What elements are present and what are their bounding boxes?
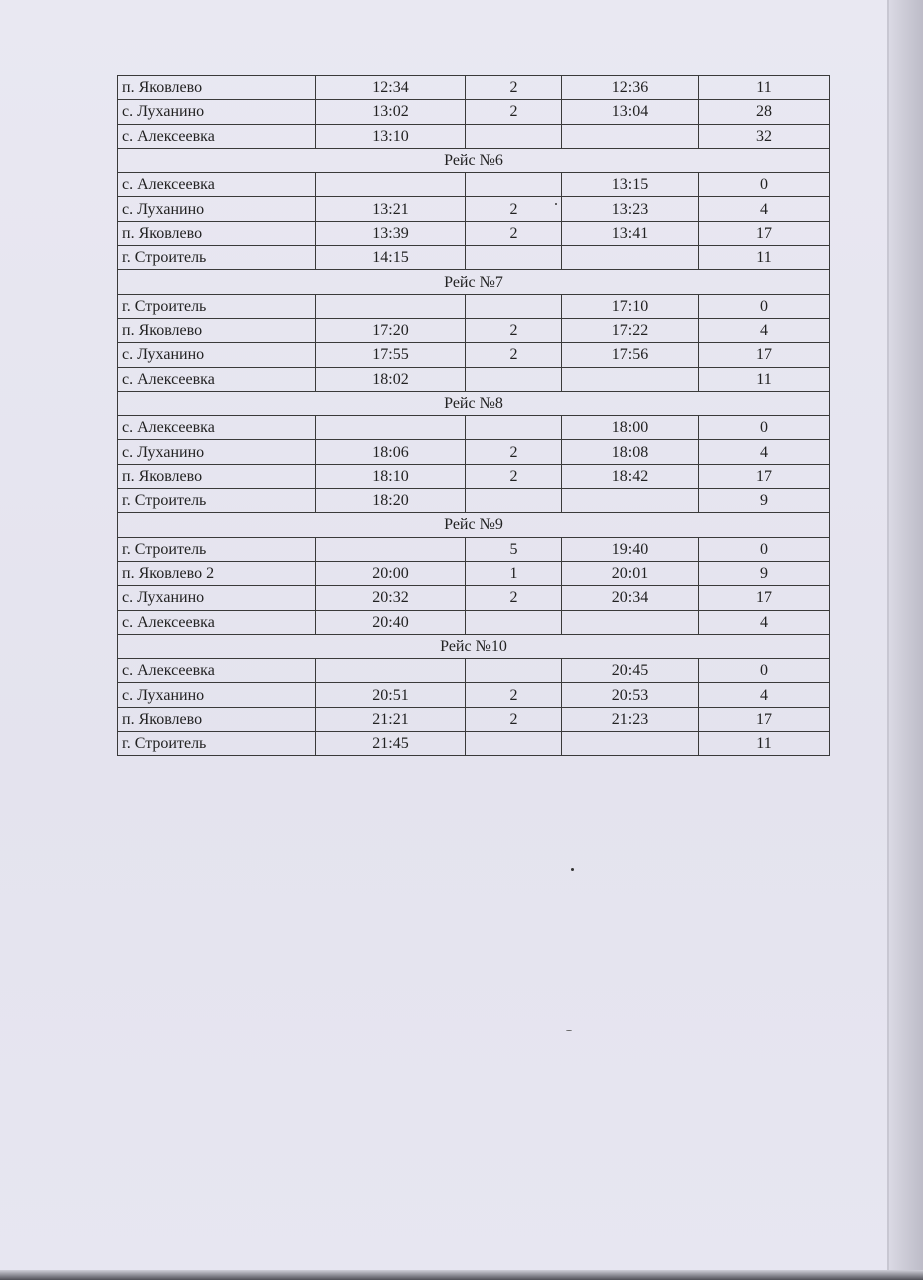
- arrival-time-cell: 14:15: [316, 246, 466, 270]
- arrival-time-cell: 20:32: [316, 586, 466, 610]
- departure-time-cell: 17:22: [562, 318, 699, 342]
- departure-time-cell: 13:15: [562, 173, 699, 197]
- stop-duration-cell: 2: [466, 683, 562, 707]
- departure-time-cell: [562, 489, 699, 513]
- distance-cell: 4: [699, 197, 830, 221]
- departure-time-cell: 18:08: [562, 440, 699, 464]
- stop-duration-cell: [466, 246, 562, 270]
- distance-cell: 17: [699, 464, 830, 488]
- trip-header: Рейс №7: [118, 270, 830, 294]
- distance-cell: 11: [699, 76, 830, 100]
- table-row: [118, 610, 830, 634]
- stop-duration-cell: [466, 173, 562, 197]
- table-row: [118, 586, 830, 610]
- distance-cell: 17: [699, 707, 830, 731]
- departure-time-cell: [562, 124, 699, 148]
- arrival-time-cell: 17:55: [316, 343, 466, 367]
- departure-time-cell: [562, 732, 699, 756]
- table-row: [118, 173, 830, 197]
- table-row: [118, 318, 830, 342]
- stop-duration-cell: 2: [466, 76, 562, 100]
- distance-cell: 0: [699, 416, 830, 440]
- stop-duration-cell: 2: [466, 343, 562, 367]
- distance-cell: 0: [699, 659, 830, 683]
- stop-duration-cell: [466, 489, 562, 513]
- distance-cell: 17: [699, 586, 830, 610]
- stop-duration-cell: 2: [466, 221, 562, 245]
- stop-duration-cell: 5: [466, 537, 562, 561]
- stop-name-cell: п. Яковлево 2: [118, 561, 316, 585]
- departure-time-cell: 13:41: [562, 221, 699, 245]
- table-row: [118, 683, 830, 707]
- stop-name-cell: п. Яковлево: [118, 464, 316, 488]
- scan-speck: [555, 203, 557, 205]
- timetable: [117, 75, 830, 756]
- trip-header-row: [118, 270, 830, 294]
- departure-time-cell: 12:36: [562, 76, 699, 100]
- arrival-time-cell: 13:10: [316, 124, 466, 148]
- table-row: [118, 76, 830, 100]
- distance-cell: 11: [699, 246, 830, 270]
- stop-name-cell: с. Алексеевка: [118, 416, 316, 440]
- distance-cell: 32: [699, 124, 830, 148]
- distance-cell: 4: [699, 610, 830, 634]
- departure-time-cell: [562, 246, 699, 270]
- trip-header: Рейс №9: [118, 513, 830, 537]
- stop-name-cell: с. Луханино: [118, 440, 316, 464]
- stop-name-cell: с. Алексеевка: [118, 173, 316, 197]
- table-row: [118, 294, 830, 318]
- table-row: [118, 561, 830, 585]
- stop-name-cell: г. Строитель: [118, 294, 316, 318]
- distance-cell: 9: [699, 561, 830, 585]
- trip-header: Рейс №8: [118, 391, 830, 415]
- arrival-time-cell: 13:39: [316, 221, 466, 245]
- arrival-time-cell: 21:45: [316, 732, 466, 756]
- trip-header-row: [118, 391, 830, 415]
- stop-name-cell: с. Луханино: [118, 586, 316, 610]
- arrival-time-cell: 17:20: [316, 318, 466, 342]
- arrival-time-cell: [316, 294, 466, 318]
- stop-duration-cell: [466, 610, 562, 634]
- stop-duration-cell: [466, 659, 562, 683]
- stop-duration-cell: 2: [466, 197, 562, 221]
- stop-name-cell: г. Строитель: [118, 537, 316, 561]
- table-row: [118, 246, 830, 270]
- table-row: [118, 367, 830, 391]
- distance-cell: 4: [699, 318, 830, 342]
- stop-duration-cell: 2: [466, 318, 562, 342]
- arrival-time-cell: 21:21: [316, 707, 466, 731]
- departure-time-cell: [562, 367, 699, 391]
- stop-duration-cell: [466, 416, 562, 440]
- distance-cell: 17: [699, 343, 830, 367]
- timetable-body: [118, 76, 830, 756]
- departure-time-cell: 13:04: [562, 100, 699, 124]
- distance-cell: 11: [699, 732, 830, 756]
- departure-time-cell: [562, 610, 699, 634]
- distance-cell: 4: [699, 440, 830, 464]
- table-row: [118, 537, 830, 561]
- departure-time-cell: 20:45: [562, 659, 699, 683]
- stop-duration-cell: 2: [466, 100, 562, 124]
- stop-name-cell: с. Луханино: [118, 100, 316, 124]
- stop-name-cell: с. Луханино: [118, 197, 316, 221]
- stop-duration-cell: 2: [466, 440, 562, 464]
- stop-duration-cell: [466, 367, 562, 391]
- scan-bottom-edge: [0, 1270, 923, 1280]
- stop-duration-cell: 2: [466, 464, 562, 488]
- distance-cell: 11: [699, 367, 830, 391]
- table-row: [118, 489, 830, 513]
- arrival-time-cell: [316, 659, 466, 683]
- distance-cell: 0: [699, 537, 830, 561]
- arrival-time-cell: [316, 537, 466, 561]
- trip-header-row: [118, 634, 830, 658]
- stop-name-cell: п. Яковлево: [118, 76, 316, 100]
- distance-cell: 4: [699, 683, 830, 707]
- stop-name-cell: с. Луханино: [118, 683, 316, 707]
- distance-cell: 28: [699, 100, 830, 124]
- arrival-time-cell: [316, 416, 466, 440]
- departure-time-cell: 20:53: [562, 683, 699, 707]
- arrival-time-cell: 20:51: [316, 683, 466, 707]
- trip-header: Рейс №10: [118, 634, 830, 658]
- arrival-time-cell: 20:40: [316, 610, 466, 634]
- departure-time-cell: 17:56: [562, 343, 699, 367]
- scan-speck: [566, 1030, 572, 1031]
- arrival-time-cell: 18:06: [316, 440, 466, 464]
- table-row: [118, 659, 830, 683]
- distance-cell: 9: [699, 489, 830, 513]
- departure-time-cell: 18:42: [562, 464, 699, 488]
- stop-name-cell: п. Яковлево: [118, 707, 316, 731]
- departure-time-cell: 19:40: [562, 537, 699, 561]
- arrival-time-cell: 20:00: [316, 561, 466, 585]
- stop-name-cell: п. Яковлево: [118, 221, 316, 245]
- stop-duration-cell: 1: [466, 561, 562, 585]
- departure-time-cell: 18:00: [562, 416, 699, 440]
- table-row: [118, 221, 830, 245]
- stop-duration-cell: [466, 124, 562, 148]
- table-row: [118, 732, 830, 756]
- arrival-time-cell: 18:20: [316, 489, 466, 513]
- arrival-time-cell: 13:21: [316, 197, 466, 221]
- departure-time-cell: 13:23: [562, 197, 699, 221]
- stop-name-cell: с. Алексеевка: [118, 610, 316, 634]
- distance-cell: 17: [699, 221, 830, 245]
- stop-name-cell: г. Строитель: [118, 246, 316, 270]
- trip-header-row: [118, 148, 830, 172]
- table-row: [118, 100, 830, 124]
- table-row: [118, 464, 830, 488]
- stop-name-cell: с. Алексеевка: [118, 124, 316, 148]
- arrival-time-cell: [316, 173, 466, 197]
- stop-name-cell: г. Строитель: [118, 489, 316, 513]
- table-row: [118, 440, 830, 464]
- departure-time-cell: 17:10: [562, 294, 699, 318]
- stop-duration-cell: 2: [466, 586, 562, 610]
- stop-name-cell: с. Луханино: [118, 343, 316, 367]
- scan-speck: [571, 868, 574, 871]
- trip-header: Рейс №6: [118, 148, 830, 172]
- distance-cell: 0: [699, 173, 830, 197]
- table-row: [118, 343, 830, 367]
- departure-time-cell: 20:01: [562, 561, 699, 585]
- stop-duration-cell: [466, 732, 562, 756]
- stop-name-cell: г. Строитель: [118, 732, 316, 756]
- table-row: [118, 197, 830, 221]
- stop-name-cell: с. Алексеевка: [118, 659, 316, 683]
- table-row: [118, 124, 830, 148]
- departure-time-cell: 20:34: [562, 586, 699, 610]
- table-row: [118, 707, 830, 731]
- stop-duration-cell: 2: [466, 707, 562, 731]
- stop-duration-cell: [466, 294, 562, 318]
- trip-header-row: [118, 513, 830, 537]
- departure-time-cell: 21:23: [562, 707, 699, 731]
- stop-name-cell: с. Алексеевка: [118, 367, 316, 391]
- stop-name-cell: п. Яковлево: [118, 318, 316, 342]
- arrival-time-cell: 13:02: [316, 100, 466, 124]
- table-row: [118, 416, 830, 440]
- distance-cell: 0: [699, 294, 830, 318]
- arrival-time-cell: 18:10: [316, 464, 466, 488]
- page-edge-shadow: [887, 0, 923, 1280]
- page-fold-line: [887, 0, 889, 1280]
- arrival-time-cell: 18:02: [316, 367, 466, 391]
- arrival-time-cell: 12:34: [316, 76, 466, 100]
